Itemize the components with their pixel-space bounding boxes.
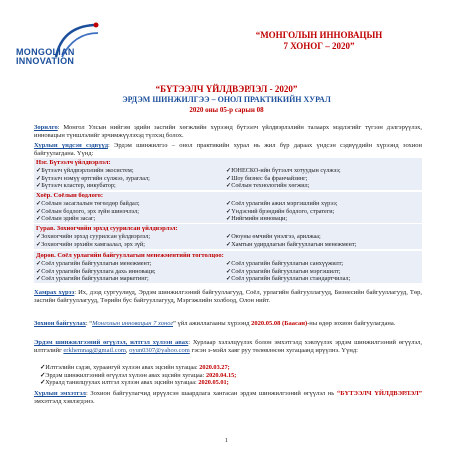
list-item: ✓ Зохиогчийн эрхийн хамгаалал, эрх зүй;: [36, 241, 226, 249]
meeting-paragraph: [34, 142, 422, 158]
organizer-paragraph: [34, 320, 422, 328]
list-item: [40, 372, 236, 380]
submission-text: : Хурлаар хэлэлцүүлэх болон эмхэтгэлд хэвлүүлэх эрдэм шинжилгээний өгүүлэл, илтгэлийг: [34, 339, 422, 355]
list-item: ✓ Соёл урлагийн байгууллагын маркетинг;: [36, 275, 226, 283]
section1-list: [36, 167, 421, 190]
submission-label: Эрдэм шинжилгээний өгүүлэл, илтгэл хүлээн авах: [34, 339, 189, 346]
deadline-list: [40, 364, 236, 387]
logo-line1: MONGOLIAN: [16, 47, 75, 57]
logo-text: [16, 48, 75, 66]
submission-tail: гэсэн э-мэйл хаяг руу төлөвлөсөн хугацаанд ирүүлнэ. Үүнд:: [189, 347, 358, 355]
section4-title: Дөрөв. Соёл урлагийн байгууллагын менежментийн тогтолцоо:: [36, 252, 224, 259]
list-item: ✓ Бүтээлч кластер, инкубатор;: [36, 182, 226, 190]
list-item: ✓ Соёл урлагийн байгууллагын санхүүжилт;: [226, 260, 421, 268]
email-link-1[interactable]: erkhemnag@gmail.com: [63, 347, 126, 355]
list-item: ✓ Бүтээлч үйлдвэрлэлийн экосистем;: [36, 167, 226, 175]
list-item: ✓ Соёл урлагийн ажил мэргэшлийн хүрээ;: [226, 200, 421, 208]
organizer-pre: : “: [85, 320, 93, 327]
list-item: ✓ Бүтээлч нэмүү өртгийн сүлжээ, зураглал;: [36, 175, 226, 183]
list-item: ✓ Соёл урлагийн байгууллагын стандартчилал;: [226, 275, 421, 283]
summary-tail: эмхэтгэлд хэвлэгдэнэ.: [34, 398, 95, 406]
list-item: ✓ Соёлын технологийн хөгжил;: [226, 182, 421, 190]
list-item: [40, 364, 236, 372]
section3-list: [36, 233, 421, 248]
list-item: ✓ Үндэсний брэндийн бодлого, стратеги;: [226, 208, 421, 216]
organizer-post: -ны өдөр зохион байгуулагдана.: [307, 320, 396, 327]
submission-sep: ,: [125, 347, 130, 355]
list-item: ✓ ЮНЕСКО-ийн бүтээлч хотуудын сүлжээ;: [226, 167, 421, 175]
list-item: ✓ Соёлын эдийн засаг;: [36, 215, 226, 223]
section2-list: [36, 200, 421, 223]
section4-list: [36, 260, 421, 283]
list-item: ✓ Шоу бизнес ба франчайзинг;: [226, 175, 421, 183]
summary-bold: “БҮТЭЭЛЧ ҮЙЛДВЭРЛЭЛ”: [336, 390, 422, 397]
list-item: ✓ Соёл урлагийн байгууллагын мэргэшилт;: [226, 268, 421, 276]
list-item: ✓ Соёлын засаглалын төгөлдөр байдал;: [36, 200, 226, 208]
document-subtitle: ЭРДЭМ ШИНЖИЛГЭЭ – ОНОЛ ПРАКТИКИЙН ХУРАЛ: [122, 95, 331, 104]
list-item: ✓ Нийгмийн инноваци;: [226, 215, 421, 223]
audience-paragraph: [34, 289, 422, 305]
deadline-date: 2020.03.27;: [199, 364, 230, 371]
deadline-text: ✓ Илтгэлийн сэдэв, хураангуй хүлээн авах эцсийн хугацаа:: [40, 364, 199, 371]
section3-title: Гурав. Зохиогчийн эрхэд суурилсан үйлдвэрлэл:: [36, 225, 178, 232]
organizer-event: Монголын инновацын 7 хоног: [92, 320, 173, 327]
header-line2: 7 ХОНОГ – 2020”: [283, 41, 355, 51]
organizer-mid: ” үйл ажиллагааны хүрээнд: [173, 320, 252, 327]
list-item: ✓ Оюуны өмчийн үнэлгээ, арилжаа;: [226, 233, 421, 241]
summary-text: : Зохион байгуулагчид ирүүлсэн шаардлага хангасан эрдэм шинжилгээний өгүүлэл нь: [85, 390, 337, 397]
list-item: ✓ Соёлын бодлого, эрх зүйн шинэчлэл;: [36, 208, 226, 216]
deadline-text: ✓ Хуралд танилцуулах илтгэл хүлээн авах эцсийн хугацаа:: [40, 379, 198, 386]
email-link-2[interactable]: oyun0307@yahoo.com: [129, 347, 190, 355]
summary-label: Хурлын эмхэтгэл: [34, 390, 86, 397]
meeting-label: Хурлын үндсэн сэдвүүд: [34, 142, 108, 149]
list-item: [40, 379, 236, 387]
document-date: 2020 оны 05-р сарын 08: [189, 106, 264, 114]
page-number: 1: [225, 438, 228, 444]
organizer-label: Зохион байгуулах: [34, 320, 86, 327]
header-event-name: [229, 30, 409, 52]
intro-label: Зорилго: [34, 124, 58, 131]
intro-text: : Монгол Улсын нийгэм эдийн засгийн хөгжлийн хүрээнд бүтээлч үйлдвэрлэлийн талаарх мэдлэгийг түгээн дэлгэрүүлэх, инновацын түншлэлийг эрчимжүүлэхэд түлхэц болох.: [34, 124, 422, 140]
document-title: “БҮТЭЭЛЧ ҮЙЛДВЭРЛЭЛ - 2020”: [155, 84, 298, 94]
meeting-text: : Эрдэм шинжилгээ – онол практикийн хурал нь жил бүр дараах үндсэн сэдвүүдийн хүрээнд зохион байгуулагдана. Үүнд:: [34, 142, 422, 158]
intro-paragraph: [34, 124, 422, 140]
header-line1: “МОНГОЛЫН ИННОВАЦЫН: [255, 30, 383, 40]
logo-line2: INNOVATION: [16, 56, 75, 66]
list-item: ✓ Зохиогчийн эрхэд суурилсан үйлдвэрлэл;: [36, 233, 226, 241]
organizer-date: 2020.05.08 (Баасан): [251, 320, 308, 327]
section2-title: Хоёр. Соёлын бодлого:: [36, 192, 104, 199]
summary-paragraph: [34, 390, 422, 406]
deadline-date: 2020.04.15;: [205, 371, 237, 379]
audience-label: Хамрах хүрээ: [34, 289, 75, 296]
submission-paragraph: [34, 339, 422, 355]
deadline-date: 2020.05.01;: [198, 379, 229, 387]
audience-text: : Их, дээд сургуулиуд, Эрдэм шинжилгээний байгууллагууд, Соёл, урлагийн байгууллагууд, Бизнесийн байгууллагууд, Төр, засгийн байгууллагууд, Төрийн бус байгууллагууд, Мэргэжлийн холбоод, Олон нийт.: [34, 289, 422, 305]
deadline-text: ✓ Эрдэм шинжилгээний өгүүлэл хүлээн авах эцсийн хугацаа:: [40, 372, 206, 379]
list-item: ✓ Хамтын удирдлагын байгууллагын менежмент;: [226, 241, 421, 249]
list-item: ✓ Соёл урлагийн байгууллагын менежмент;: [36, 260, 226, 268]
list-item: ✓ Соёл урлагийн байгууллага дахь инноваци;: [36, 268, 226, 276]
section1-title: Нэг. Бүтээлч үйлдвэрлэл:: [36, 159, 111, 166]
